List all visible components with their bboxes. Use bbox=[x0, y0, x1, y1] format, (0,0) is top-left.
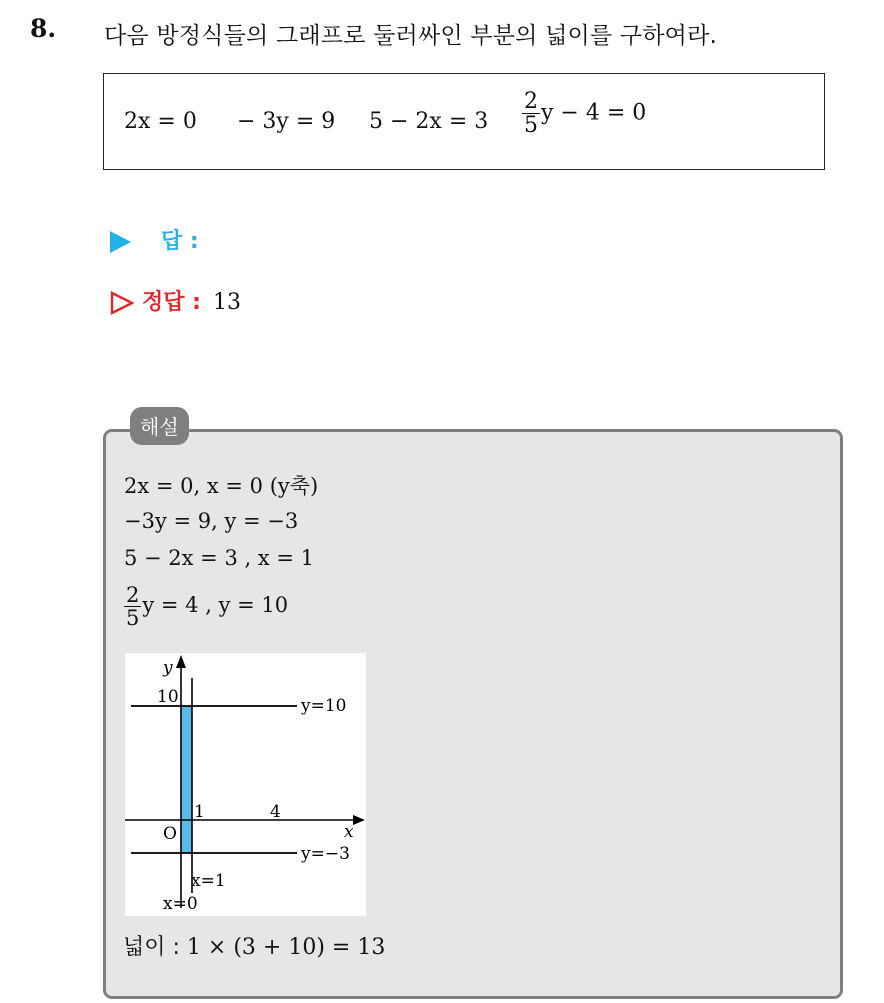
equations-box bbox=[103, 73, 825, 170]
y-axis-arrow-icon bbox=[176, 655, 186, 668]
solution-line-2: −3y = 9, y = −3 bbox=[124, 509, 299, 533]
y-axis-label: y bbox=[163, 658, 173, 678]
line-label-x-1: x=1 bbox=[191, 871, 226, 891]
origin-label: O bbox=[163, 824, 177, 844]
question-text: 다음 방정식들의 그래프로 둘러싸인 부분의 넓이를 구하여라. bbox=[104, 23, 718, 49]
shaded-region bbox=[181, 706, 192, 853]
area-label: 넓이 : bbox=[123, 935, 180, 960]
answer-label: 답 : bbox=[161, 229, 199, 254]
solution-tag: 해설 bbox=[130, 407, 189, 445]
solution-line-4-numerator: 2 bbox=[126, 583, 140, 607]
graph-svg bbox=[125, 653, 366, 916]
correct-answer-label: 정답 : bbox=[142, 290, 201, 315]
area-expression: 1 × (3 + 10) = 13 bbox=[186, 935, 386, 960]
x-axis-label: x bbox=[344, 822, 354, 842]
tick-label-10: 10 bbox=[157, 687, 179, 707]
solution-line-4 bbox=[124, 584, 288, 629]
equation-4 bbox=[522, 90, 646, 137]
equation-3: 5 − 2x = 3 bbox=[369, 109, 489, 134]
x-axis-arrow-icon bbox=[353, 815, 365, 825]
line-label-y-minus-3: y=−3 bbox=[301, 844, 350, 864]
play-icon bbox=[110, 231, 131, 253]
correct-answer-row bbox=[110, 285, 241, 316]
solution-line-3: 5 − 2x = 3 , x = 1 bbox=[124, 546, 314, 570]
solution-line-1: 2x = 0, x = 0 (y축) bbox=[124, 474, 319, 498]
solution-line-4-fraction bbox=[124, 584, 141, 629]
equation-4-numerator: 2 bbox=[524, 89, 538, 114]
question-number: 8. bbox=[30, 14, 57, 43]
tick-label-4: 4 bbox=[270, 802, 281, 822]
graph-figure bbox=[125, 653, 366, 916]
equation-1: 2x = 0 bbox=[124, 109, 197, 134]
tick-label-1: 1 bbox=[194, 802, 205, 822]
solution-line-4-denominator: 5 bbox=[126, 606, 140, 631]
equation-4-denominator: 5 bbox=[524, 113, 538, 139]
equation-4-rest: y − 4 = 0 bbox=[541, 100, 647, 126]
area-result bbox=[123, 930, 385, 961]
solution-line-4-rest: y = 4 , y = 10 bbox=[142, 593, 289, 618]
line-label-y-10: y=10 bbox=[301, 696, 347, 716]
play-outline-icon bbox=[110, 291, 134, 315]
equation-2: − 3y = 9 bbox=[237, 109, 336, 134]
line-label-x-0: x=0 bbox=[163, 894, 198, 914]
equation-4-fraction bbox=[522, 90, 540, 137]
correct-answer-value: 13 bbox=[212, 290, 241, 315]
answer-row bbox=[110, 224, 199, 255]
